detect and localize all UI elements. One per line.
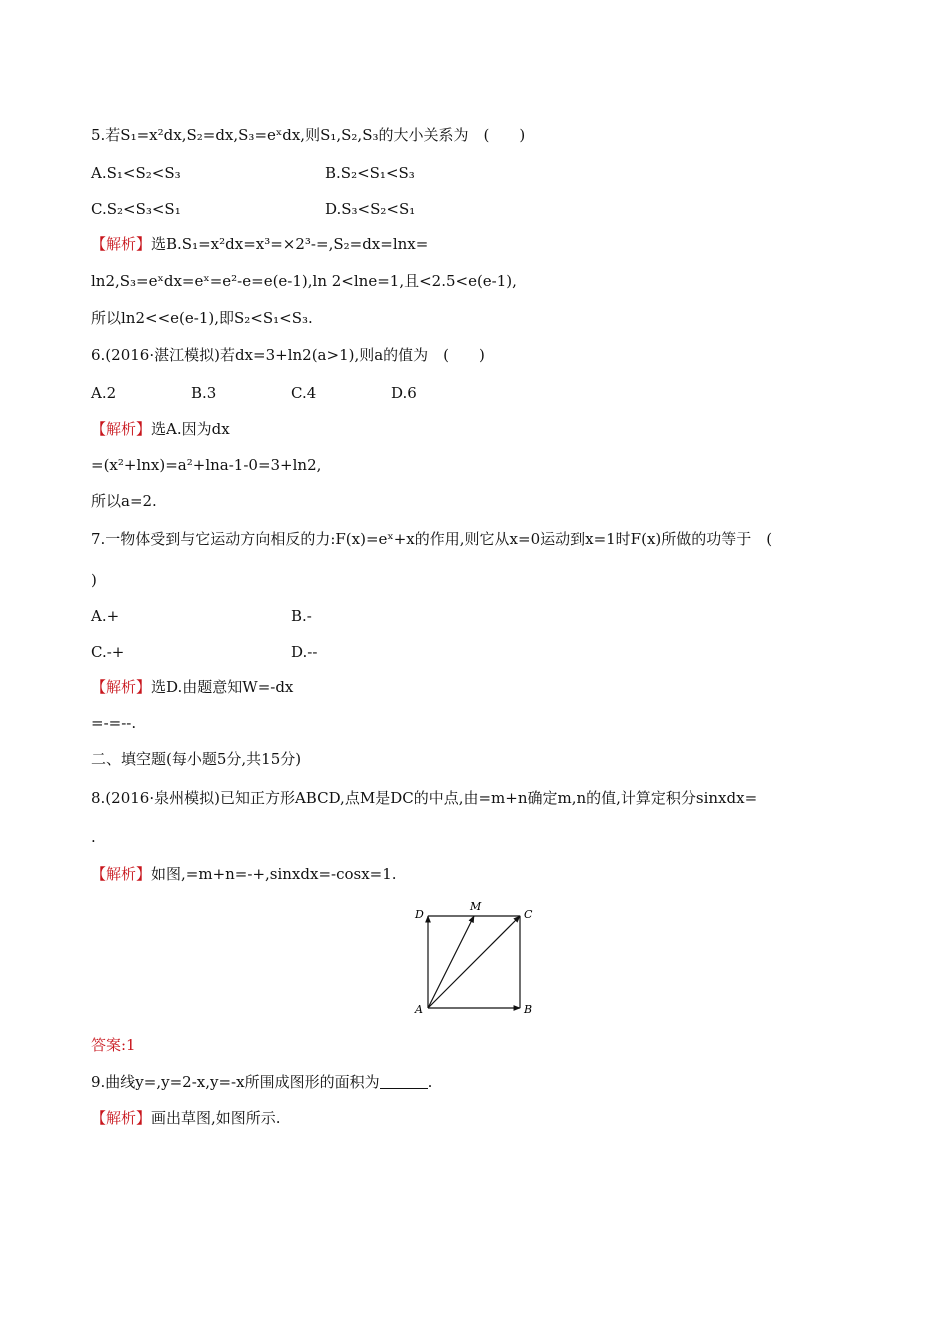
q8-stem: 8.(2016·泉州模拟)已知正方形ABCD,点M是DC的中点,由=m+n确定m,n的值,计算定积分sinxdx= (91, 789, 758, 807)
q6-analysis-line-2: =(x²+lnx)=a²+lna-1-0=3+ln2, (91, 456, 322, 474)
label-m: M (470, 900, 482, 913)
label-b: B (524, 1003, 533, 1016)
analysis-tag: 【解析】 (91, 678, 152, 696)
section-title: 二、填空题(每小题5分,共15分) (91, 750, 302, 768)
q6-option-b: B.3 (191, 384, 217, 402)
q7-analysis-line-2: =-=--. (91, 714, 137, 732)
q7-analysis-line-1: 【解析】选D.由题意知W=-dx (91, 678, 294, 696)
analysis-tag: 【解析】 (91, 235, 152, 253)
q7-stem-end: ) (91, 571, 97, 589)
label-c: C (524, 908, 533, 921)
q5-analysis-line-3: 所以ln2<<e(e-1),即S₂<S₁<S₃. (91, 309, 313, 327)
q6-analysis-line-3: 所以a=2. (91, 492, 157, 510)
q8-analysis-line-1: 【解析】如图,=m+n=-+,sinxdx=-cosx=1. (91, 865, 397, 883)
q7-option-a: A.+ (91, 607, 120, 625)
q9-analysis-line-1: 【解析】画出草图,如图所示. (91, 1109, 281, 1127)
answer-blank (380, 1074, 428, 1089)
q7-option-b: B.- (291, 607, 312, 625)
q5-option-b: B.S₂<S₁<S₃ (325, 164, 415, 182)
q7-stem: 7.一物体受到与它运动方向相反的力:F(x)=eˣ+x的作用,则它从x=0运动到x=1时F(x)所做的功等于 ( (91, 530, 773, 548)
q5-option-d: D.S₃<S₂<S₁ (325, 200, 416, 218)
vector-ac (428, 916, 520, 1008)
q7-option-c: C.-+ (91, 643, 125, 661)
q9-stem: 9.曲线y=,y=2-x,y=-x所围成图形的面积为 . (91, 1073, 433, 1091)
q7-option-d: D.-- (291, 643, 318, 661)
analysis-tag: 【解析】 (91, 865, 152, 883)
q5-analysis-line-1: 【解析】选B.S₁=x²dx=x³=×2³-=,S₂=dx=lnx= (91, 235, 429, 253)
label-d: D (415, 908, 424, 921)
q6-option-c: C.4 (291, 384, 317, 402)
q6-stem: 6.(2016·湛江模拟)若dx=3+ln2(a>1),则a的值为 ( ) (91, 346, 485, 364)
q6-analysis-line-1: 【解析】选A.因为dx (91, 420, 230, 438)
q5-analysis-line-2: ln2,S₃=eˣdx=eˣ=e²-e=e(e-1),ln 2<lne=1,且<2.5<e(e-1), (91, 272, 517, 290)
q5-option-c: C.S₂<S₃<S₁ (91, 200, 181, 218)
analysis-tag: 【解析】 (91, 1109, 152, 1127)
label-a: A (415, 1003, 423, 1016)
q8-answer: 答案:1 (91, 1036, 136, 1054)
q6-option-a: A.2 (91, 384, 117, 402)
q6-option-d: D.6 (391, 384, 417, 402)
analysis-tag: 【解析】 (91, 420, 152, 438)
square-figure (408, 898, 543, 1020)
q5-stem: 5.若S₁=x²dx,S₂=dx,S₃=eˣdx,则S₁,S₂,S₃的大小关系为 ( ) (91, 126, 526, 144)
q5-option-a: A.S₁<S₂<S₃ (91, 164, 181, 182)
q8-stem-end: . (91, 828, 96, 846)
vector-am (428, 916, 474, 1008)
